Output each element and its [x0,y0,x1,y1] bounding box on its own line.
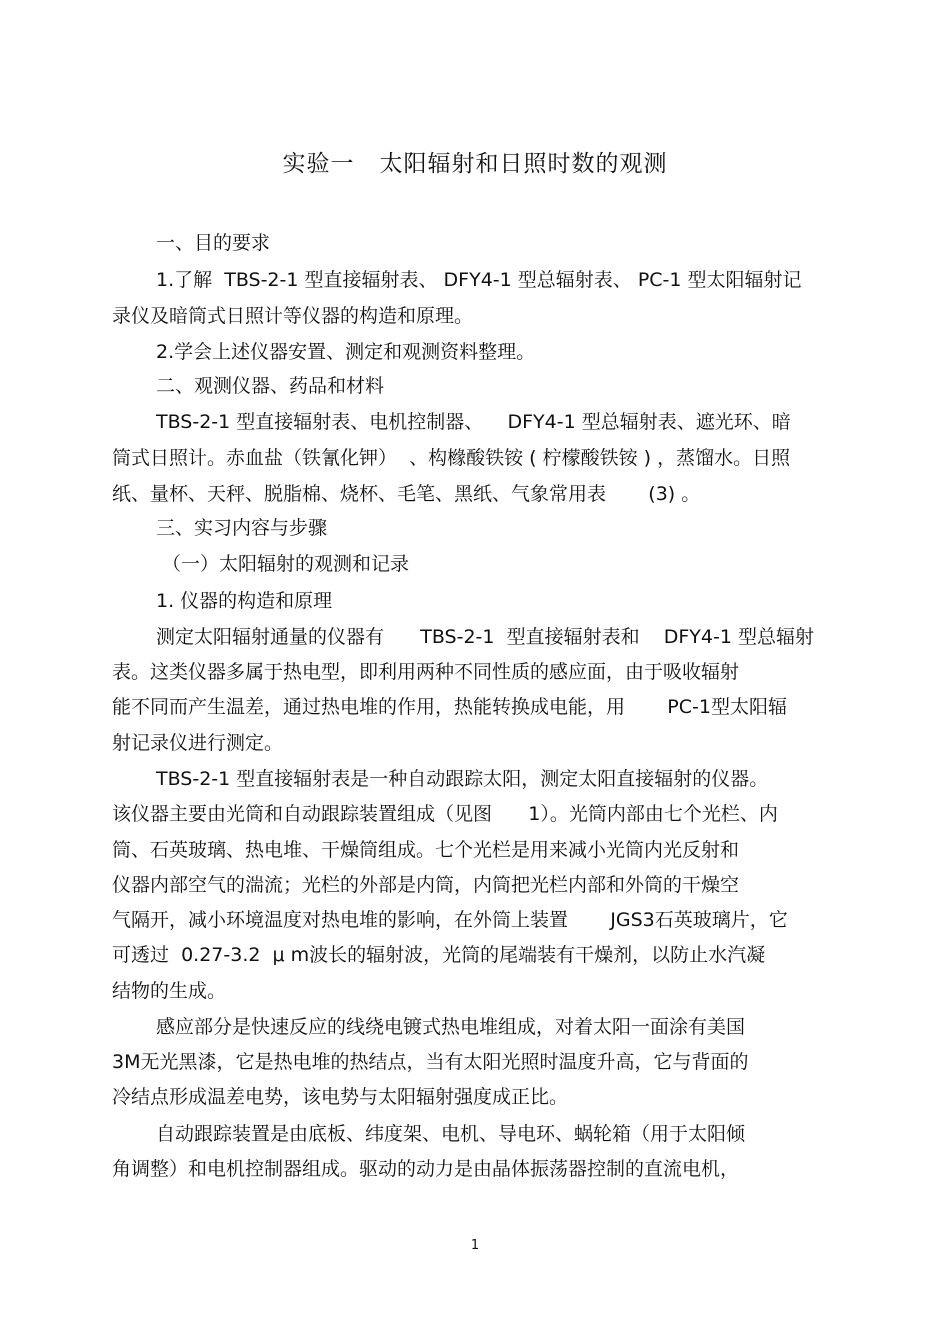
subsection-heading: 1. 仪器的构造和原理 [156,590,333,612]
body-line: 仪器内部空气的湍流；光栏的外部是内筒，内筒把光栏内部和外筒的干燥空 [112,874,740,896]
body-line: 冷结点形成温差电势，该电势与太阳辐射强度成正比。 [112,1086,569,1108]
section-heading-instruments: 二、观测仪器、药品和材料 [156,375,385,397]
section-heading-contents: 三、实习内容与步骤 [156,517,328,539]
body-line: 筒、石英玻璃、热电堆、干燥筒组成。七个光栏是用来减小光筒内光反射和 [112,839,740,861]
body-line: 2.学会上述仪器安置、测定和观测资料整理。 [156,341,536,363]
body-line: 该仪器主要由光筒和自动跟踪装置组成（见图 1）。光筒内部由七个光栏、内 [112,803,778,825]
body-line: 测定太阳辐射通量的仪器有 TBS-2-1 型直接辐射表和 DFY4-1 型总辐射 [156,626,814,648]
body-line: 角调整）和电机控制器组成。驱动的动力是由晶体振荡器控制的直流电机， [112,1158,740,1180]
body-line: 3M无光黑漆，它是热电堆的热结点，当有太阳光照时温度升高，它与背面的 [112,1051,749,1073]
document-title: 实验一 太阳辐射和日照时数的观测 [282,151,668,177]
body-line: 自动跟踪装置是由底板、纬度架、电机、导电环、蜗轮箱（用于太阳倾 [156,1123,746,1145]
body-line: 感应部分是快速反应的线绕电镀式热电堆组成，对着太阳一面涂有美国 [156,1016,746,1038]
body-line: 可透过 0.27-3.2 μ m波长的辐射波，光筒的尾端装有干燥剂，以防止水汽凝 [112,944,766,966]
body-line: 表。这类仪器多属于热电型，即利用两种不同性质的感应面，由于吸收辐射 [112,661,740,683]
body-line: 录仪及暗筒式日照计等仪器的构造和原理。 [112,305,474,327]
body-line: 气隔开，减小环境温度对热电堆的影响，在外筒上装置 JGS3石英玻璃片，它 [112,909,788,931]
body-line: 1.了解 TBS-2-1 型直接辐射表、 DFY4-1 型总辐射表、 PC-1 型太阳辐射记 [156,269,802,291]
body-line: TBS-2-1 型直接辐射表是一种自动跟踪太阳，测定太阳直接辐射的仪器。 [156,768,769,790]
body-line: 筒式日照计。赤血盐（铁氰化钾） 、构橼酸铁铵 ( 柠檬酸铁铵 ) ，蒸馏水。日照 [112,447,791,469]
body-line: 结物的生成。 [112,980,227,1002]
section-heading-objectives: 一、目的要求 [156,232,271,254]
subsection-heading: （一）太阳辐射的观测和记录 [162,553,410,575]
body-line: 能不同而产生温差，通过热电堆的作用，热能转换成电能，用 PC-1型太阳辐 [112,696,787,718]
body-line: 纸、量杯、天秤、脱脂棉、烧杯、毛笔、黑纸、气象常用表 (3) 。 [112,483,701,505]
page-number: 1 [470,1238,480,1253]
body-line: 射记录仪进行测定。 [112,732,284,754]
body-line: TBS-2-1 型直接辐射表、电机控制器、 DFY4-1 型总辐射表、遮光环、暗 [156,411,791,433]
